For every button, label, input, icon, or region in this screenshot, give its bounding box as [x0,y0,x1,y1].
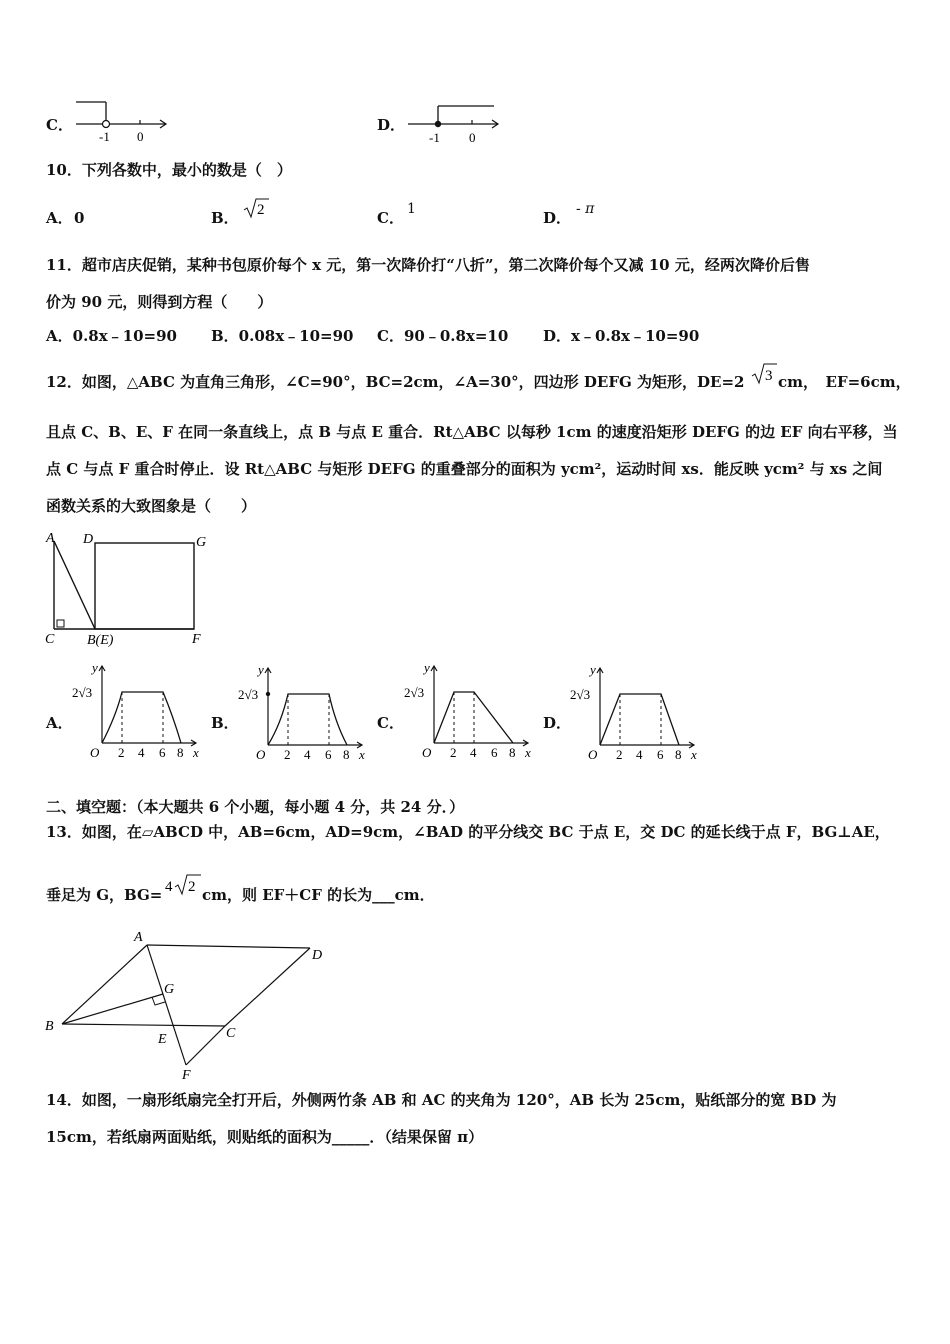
q12-opt-b-label: B． [211,714,239,732]
q12-label-F: F [192,632,201,647]
q11-option-c: C．90﹣0.8x=10 [377,327,509,345]
q14-line2: 15cm，若纸扇两面贴纸，则贴纸的面积为_____．（结果保留 π） [46,1128,484,1146]
gd-tick4: 4 [636,747,643,762]
q10-d-value: - π [576,201,595,217]
ga-x: x [193,745,199,760]
gb-origin: O [256,747,266,762]
q13-line2-post: cm，则 EF＋CF 的长为___cm． [202,886,435,904]
gb-x: x [359,747,365,762]
ga-tick2: 2 [118,745,125,760]
q12-opt-d-label: D． [543,714,572,732]
q12-label-G: G [196,535,207,550]
gd-tick2: 2 [616,747,623,762]
q12-opt-c-label: C． [377,714,404,732]
q10-stem: 10．下列各数中，最小的数是（ ） [46,161,292,179]
q11-option-b: B．0.08x﹣10=90 [211,327,354,345]
ga-tick4: 4 [138,745,145,760]
gb-tick6: 6 [325,747,332,762]
gc-tick4: 4 [470,745,477,760]
ga-ylevel: 2√3 [72,685,93,700]
q13-rad: 2 [188,879,196,895]
q13-label-C: C [226,1026,236,1041]
gd-tick8: 8 [675,747,682,762]
gc-x: x [525,745,531,760]
q13-line2-pre: 垂足为 G，BG= [46,886,163,904]
q12-graph-b [236,662,368,767]
q13-coef: 4 [165,879,173,895]
ga-y: y [92,660,98,675]
q10-d-label: D． [543,209,572,227]
q13-line1: 13．如图，在▱ABCD 中，AB=6cm，AD=9cm，∠BAD 的平分线交 BC 于点 E，交 DC 的延长线于点 F，BG⊥AE， [46,823,890,841]
q12-triangle-rectangle-figure [42,528,212,650]
q9c-tick-0: 0 [137,129,144,144]
q10-c-value: 1 [407,201,416,217]
q12-label-A: A [46,531,55,546]
q12-rad-value: 3 [765,368,773,384]
gc-origin: O [422,745,432,760]
q12-line3: 点 C 与点 F 重合时停止．设 Rt△ABC 与矩形 DEFG 的重叠部分的面积为 ycm²，运动时间 xs．能反映 ycm² 与 xs 之间 [46,460,883,478]
q10-b-label: B． [211,209,239,227]
gd-origin: O [588,747,598,762]
q10-a-value: 0 [74,209,85,227]
q9-option-d-numberline [402,100,502,146]
q13-parallelogram-figure [40,925,340,1080]
q13-label-A: A [134,930,143,945]
q12-graph-a [70,660,202,765]
gc-ylevel: 2√3 [404,685,425,700]
q13-label-E: E [158,1032,167,1047]
q13-4sqrt2 [164,872,202,898]
gb-y: y [258,662,264,677]
q12-graph-d [568,662,700,767]
gb-tick4: 4 [304,747,311,762]
q13-label-D: D [312,948,323,963]
q12-line2: 且点 C、B、E、F 在同一条直线上，点 B 与点 E 重合．Rt△ABC 以每秒 1cm 的速度沿矩形 DEFG 的边 EF 向右平移，当 [46,423,898,441]
q10-a-label: A． [46,209,73,227]
gb-tick8: 8 [343,747,350,762]
q11-line2: 价为 90 元，则得到方程（ ） [46,293,273,311]
q14-line1: 14．如图，一扇形纸扇完全打开后，外侧两竹条 AB 和 AC 的夹角为 120°，AB 长为 25cm，贴纸部分的宽 BD 为 [46,1091,837,1109]
ga-tick6: 6 [159,745,166,760]
q9-option-c-label: C． [46,116,73,134]
q13-label-F: F [182,1068,191,1080]
q11-option-a: A．0.8x﹣10=90 [46,327,177,345]
q11-option-d: D．x﹣0.8x﹣10=90 [543,327,700,345]
q12-line1-post: cm， EF=6cm， [778,373,911,391]
section2-title: 二、填空题：（本大题共 6 个小题，每小题 4 分，共 24 分．） [46,798,465,816]
q10-b-value: 2 [257,202,265,218]
q9d-tick-0: 0 [469,130,476,145]
q10-b-sqrt [242,196,270,220]
q12-graph-c [402,660,534,765]
q9-option-d-label: D． [377,116,406,134]
q9d-tick-neg1: -1 [429,130,440,145]
gc-y: y [424,660,430,675]
q9c-tick-neg1: -1 [99,129,110,144]
q13-label-B: B [45,1019,54,1034]
q9-option-c-numberline [70,98,170,144]
q12-label-D: D [83,532,94,547]
q11-line1: 11．超市店庆促销，某种书包原价每个 x 元，第一次降价打“八折”，第二次降价每个又减 10 元，经两次降价后售 [46,256,810,274]
gd-x: x [691,747,697,762]
gc-tick6: 6 [491,745,498,760]
gb-ylevel: 2√3 [238,687,259,702]
gd-tick6: 6 [657,747,664,762]
q12-sqrt3 [750,361,778,387]
q12-opt-a-label: A． [46,714,73,732]
q10-c-label: C． [377,209,404,227]
q13-label-G: G [164,982,175,997]
gb-tick2: 2 [284,747,291,762]
gc-tick2: 2 [450,745,457,760]
q12-label-BE: B(E) [87,633,114,648]
ga-origin: O [90,745,100,760]
q12-label-C: C [45,632,55,647]
gd-ylevel: 2√3 [570,687,591,702]
q12-line1-pre: 12．如图，△ABC 为直角三角形，∠C=90°，BC=2cm，∠A=30°，四边形 DEFG 为矩形，DE=2 [46,373,745,391]
gd-y: y [590,662,596,677]
ga-tick8: 8 [177,745,184,760]
q12-line4: 函数关系的大致图象是（ ） [46,497,257,515]
gc-tick8: 8 [509,745,516,760]
